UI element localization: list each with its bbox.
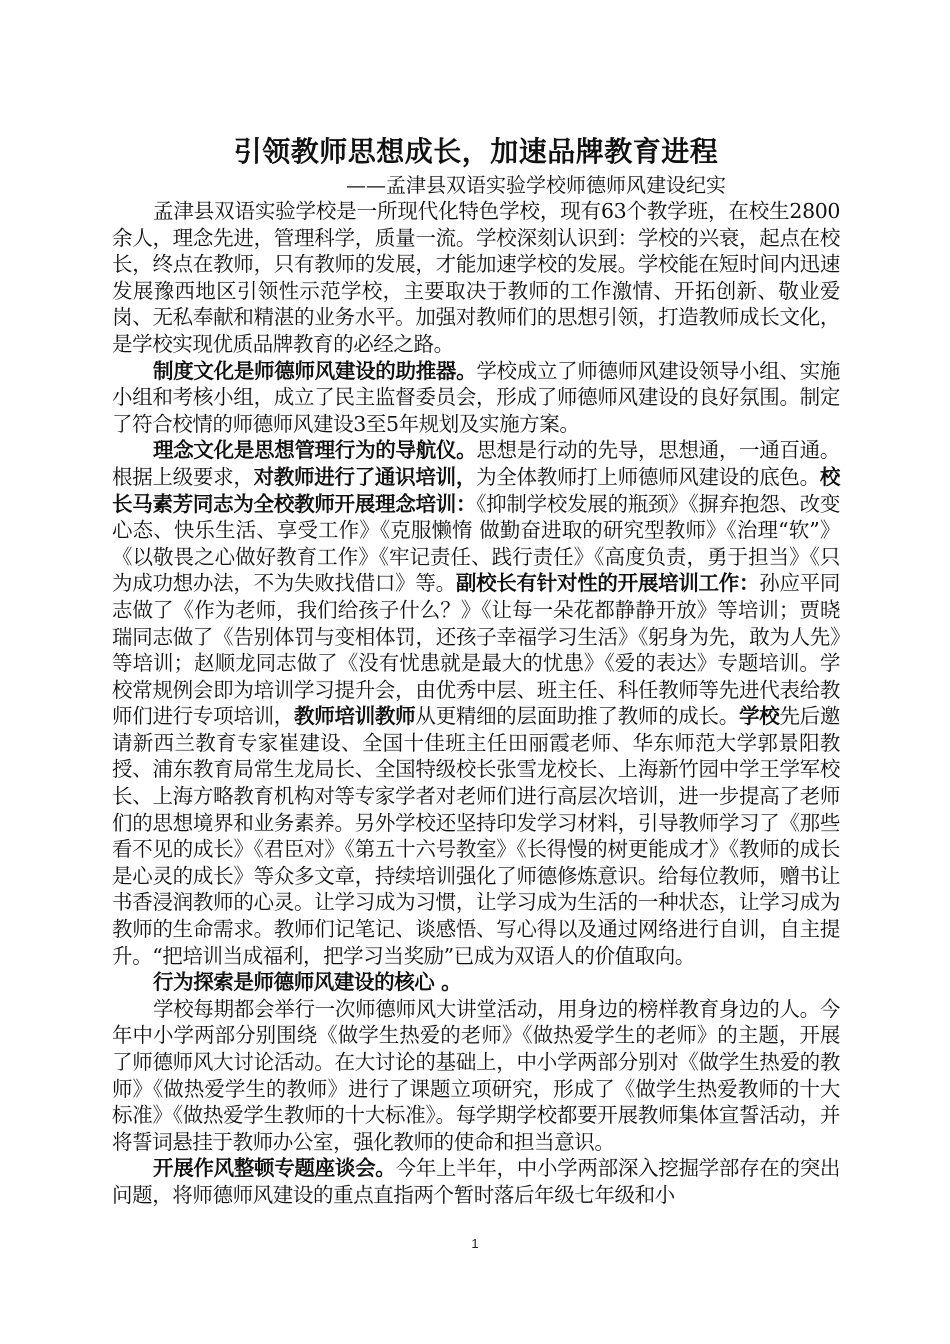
- paragraph-intro: [112, 198, 840, 358]
- paragraph-text: 从更精细的层面助推了教师的成长。: [415, 704, 739, 729]
- paragraph-concept-culture: [112, 437, 840, 969]
- inline-bold: 校长马素芳同志为全校教师开展理念培训：: [112, 464, 840, 516]
- paragraph-rectification: [112, 1155, 840, 1208]
- document-body: [112, 132, 840, 1209]
- inline-bold: 副校长有针对性的开展培训工作：: [455, 571, 760, 596]
- paragraph-text: 《抑制学校发展的瓶颈》《摒弃抱怨、改变心态、快乐生活、享受工作》《克服懒惰 做勤奋进取的研究型教师》《治理“软”》《以敬畏之心做好教育工作》《牢记责任、践行责任》《高度负责，勇于担当》《只为成功想办法，不为失败找借口》等。: [112, 491, 840, 596]
- page-number: 1: [471, 1236, 479, 1251]
- document-title: 引领教师思想成长，加速品牌教育进程: [233, 135, 719, 168]
- inline-bold: 教师培训教师: [294, 704, 416, 729]
- paragraph-text: 孙应平同志做了《作为老师，我们给孩子什么？》《让每一朵花都静静开放》等培训；贾晓瑞同志做了《告别体罚与变相体罚，还孩子幸福学习生活》《躬身为先，敢为人先》等培训；赵顺龙同志做了《没有忧患就是最大的忧患》《爱的表达》专题培训。学校常规例会即为培训学习提升会，由优秀中层、班主任、科任教师等先进代表给教师们进行专项培训，: [112, 571, 841, 729]
- paragraph-lead-bold: 制度文化是师德师风建设的助推器。: [153, 358, 477, 383]
- paragraph-text: 为全体教师打上师德师风建设的底色。: [476, 464, 820, 489]
- document-subtitle: ——孟津县双语实验学校师德师风建设纪实: [346, 173, 726, 197]
- paragraph-behavior: [112, 996, 840, 1156]
- paragraph-text: 孟津县双语实验学校是一所现代化特色学校，现有63个教学班，在校生2800余人，理念先进，管理科学，质量一流。学校深刻认识到：学校的兴衰，起点在校长，终点在教师，只有教师的发展，才能加速学校的发展。学校能在短时间内迅速发展豫西地区引领性示范学校，主要取决于教师的工作激情、开拓创新、敬业爱岗、无私奉献和精湛的业务水平。加强对教师们的思想引领，打造教师成长文化，是学校实现优质品牌教育的必经之路。: [112, 199, 840, 356]
- section-heading-behavior: 行为探索是师德师风建设的核心 。: [153, 970, 462, 995]
- inline-bold: 学校: [738, 704, 780, 729]
- paragraph-text: 先后邀请新西兰教育专家崔建设、全国十佳班主任田丽霞老师、华东师范大学郭景阳教授、浦东教育局常生龙局长、全国特级校长张雪龙校长、上海新竹园中学王学军校长、上海方略教育机构对等专家学者对老师们进行高层次培训，进一步提高了老师们的思想境界和业务素养。另外学校还坚持印发学习材料，引导教师学习了《那些看不见的成长》《君臣对》《第五十六号教室》《长得慢的树更能成才》《教师的成长是心灵的成长》等众多文章，持续培训强化了师德修炼意识。给每位教师，赠书让书香浸润教师的心灵。让学习成为习惯，让学习成为生活的一种状态，让学习成为教师的生命需求。教师们记笔记、谈感悟、写心得以及通过网络进行自训，自主提升。“把培训当成福利，把学习当奖励”已成为双语人的价值取向。: [112, 704, 840, 968]
- paragraph-text: 学校成立了师德师风建设领导小组、实施小组和考核小组，成立了民主监督委员会，形成了师德师风建设的良好氛围。制定了符合校情的师德师风建设3至5年规划及实施方案。: [112, 358, 840, 436]
- paragraph-text: 学校每期都会举行一次师德师风大讲堂活动，用身边的榜样教育身边的人。今年中小学两部分别围绕《做学生热爱的老师》《做热爱学生的老师》的主题，开展了师德师风大讨论活动。在大讨论的基础上，中小学两部分别对《做学生热爱的教师》《做热爱学生的教师》进行了课题立项研究，形成了《做学生热爱教师的十大标准》《做热爱学生教师的十大标准》。每学期学校都要开展教师集体宣誓活动，并将誓词悬挂于教师办公室，强化教师的使命和担当意识。: [112, 996, 840, 1154]
- paragraph-text: 思想是行动的先导，思想通，一通百通。根据上级要求，: [112, 438, 840, 489]
- paragraph-system-culture: [112, 358, 840, 438]
- inline-bold: 对教师进行了通识培训，: [253, 464, 477, 489]
- paragraph-lead-bold: 理念文化是思想管理行为的导航仪。: [153, 438, 477, 463]
- paragraph-lead-bold: 开展作风整顿专题座谈会。: [153, 1156, 396, 1181]
- paragraph-text: 今年上半年，中小学两部深入挖掘学部存在的突出问题，将师德师风建设的重点直指两个暂时落后年级七年级和小: [112, 1156, 841, 1207]
